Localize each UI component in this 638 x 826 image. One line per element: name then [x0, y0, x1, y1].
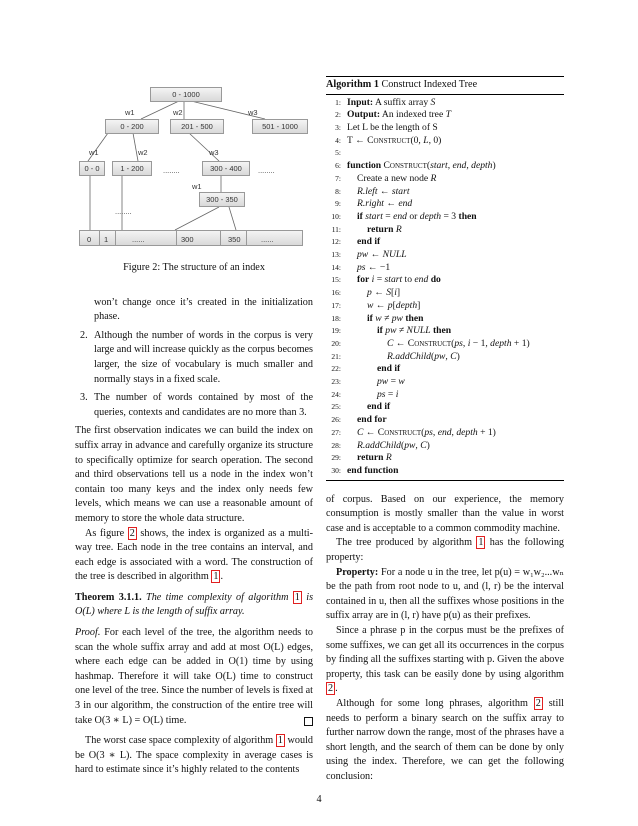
observation-list — [75, 296, 313, 421]
algorithm-lines — [326, 95, 564, 478]
algorithm-code: Let L be the length of S — [347, 122, 438, 133]
list-item-text: The number of words contained by most of the queries, contexts and candidates are no more than 3. — [94, 392, 313, 418]
tree-node: 300 - 400 — [202, 161, 250, 176]
index-tree-figure — [75, 80, 313, 255]
algorithm-code: R.right ← end — [357, 198, 413, 210]
line-number: 30: — [331, 465, 341, 475]
line-number: 12: — [331, 237, 341, 247]
line-number: 4: — [335, 135, 341, 145]
algorithm-line — [326, 198, 564, 211]
line-number: 3: — [335, 123, 341, 132]
property: Property: For a node u in the tree, let p(u) = w₁w₂...wₙ be the path from root node to u, and (l, r) be the interval contained in u, then all the suffixes whose positions in the suffix array are in (l, r) have p(u) as their prefixes. — [326, 566, 564, 622]
algorithm-code: function Construct(start, end, depth) — [347, 160, 496, 172]
theorem: Theorem 3.1.1. The time complexity of algorithm 1 is O(L) where L is the length of suffix array. — [75, 591, 314, 618]
edge-label: w1 — [89, 148, 99, 157]
list-item — [75, 296, 313, 325]
tree-node: 0 - 200 — [105, 119, 159, 134]
line-number: 8: — [335, 186, 341, 196]
paragraph: of corpus. Based on our experience, the memory consumption is mostly smaller than the value in worst case and is acceptable to a common commodity machine. — [326, 493, 564, 534]
algorithm-line — [326, 287, 564, 300]
tree-edges — [75, 80, 313, 255]
algorithm-code: C ← Construct(ps, end, depth + 1) — [357, 426, 496, 438]
algorithm-line — [326, 465, 564, 478]
algorithm-code: end function — [347, 464, 399, 476]
figure-caption: Figure 2: The structure of an index — [123, 262, 265, 273]
algorithm-line — [326, 389, 564, 402]
algorithm-line — [326, 224, 564, 237]
algorithm-line — [326, 97, 564, 110]
algorithm-code: end if — [357, 236, 381, 248]
line-number: 7: — [335, 173, 341, 183]
algorithm-ref-link[interactable]: 1 — [478, 537, 484, 549]
algorithm-code: pw = w — [377, 376, 405, 388]
algorithm-ref-link[interactable]: 2 — [535, 698, 541, 709]
paragraph: Since a phrase p in the corpus must be the prefixes of some suffixes, we can get all its occurrences in the corpus by finding all the suffixes starting with p. Given the above property, this task can be easily done by using algorithm 2 . — [326, 625, 564, 695]
algorithm-line — [326, 249, 564, 262]
tree-node: 1 - 200 — [112, 161, 152, 176]
algorithm-code: C ← Construct(ps, i − 1, depth + 1) — [387, 337, 530, 349]
paragraph: Although for some long phrases, algorithm 2 still needs to perform a binary search on the suffix array to further narrow down the range, most of the phrases have a short length, and the search of them can be done by only using the index. Therefore, we can get the following conclusion: — [326, 698, 564, 782]
line-number: 17: — [331, 300, 341, 310]
algorithm-code: end if — [367, 401, 391, 413]
line-number: 21: — [331, 351, 341, 361]
line-number: 5: — [335, 148, 341, 158]
paragraph: The worst case space complexity of algorithm 1 would be O(3 ∗ L). The space complexity in average cases is hard to estimate since it’s highly related to the contents — [75, 735, 313, 776]
algorithm-line — [326, 313, 564, 326]
list-number: 2. — [80, 329, 88, 341]
algorithm-ref-link[interactable]: 1 — [277, 735, 283, 747]
line-number: 14: — [331, 262, 341, 272]
line-number: 6: — [335, 161, 341, 171]
paragraph: As figure 2 shows, the index is organized as a multi-way tree. Each node in the tree contains an interval, and each edge is associated with a word. The construction of the tree is described in algorithm 1 . — [75, 527, 313, 583]
line-number: 25: — [331, 402, 341, 412]
algorithm-line — [326, 427, 564, 440]
tree-node: 0 - 0 — [79, 161, 105, 176]
line-number: 22: — [331, 364, 341, 374]
list-item — [75, 329, 313, 387]
algorithm-line — [326, 262, 564, 275]
algorithm-line — [326, 351, 564, 364]
edge-label: w1 — [125, 108, 135, 117]
line-number: 18: — [331, 313, 341, 323]
algorithm-line — [326, 338, 564, 351]
algorithm-code — [347, 147, 349, 158]
algorithm-code: R.left ← start — [357, 185, 410, 197]
edge-label: w2 — [173, 108, 183, 117]
paragraph: The first observation indicates we can build the index on suffix array in advance and carefully organize its structure to specifically optimize for search operation. The second and third observations tell us a node in the index won’t contain too many keys and the index only needs few levels, which means we can use a reasonable amount of memory to store the whole data structure. — [75, 425, 313, 524]
array-cell: 300 — [181, 235, 194, 244]
algorithm-line — [326, 376, 564, 389]
algorithm-line — [326, 160, 564, 173]
line-number: 1: — [335, 97, 341, 107]
ellipsis-dots: ........ — [258, 166, 275, 175]
algorithm-code: ps = i — [377, 388, 399, 400]
line-number: 16: — [331, 288, 341, 298]
algorithm-line — [326, 452, 564, 465]
algorithm-line — [326, 109, 564, 122]
algorithm-code: p ← S[i] — [367, 287, 401, 299]
line-number: 15: — [331, 275, 341, 285]
array-cell: ...... — [261, 235, 274, 244]
array-cell: ...... — [132, 235, 145, 244]
algorithm-line — [326, 414, 564, 427]
array-cell: 0 — [87, 235, 92, 244]
proof: Proof. For each level of the tree, the algorithm needs to scan the whole suffix array and add at most O(L) edges, where each edge can be added in O(1) time by using hashmap. Therefore it will take O(L) time to construct one level of the tree. Since the number of levels is fixed at 3 in our algorithm, the construction of the entire tree will take O(3 ∗ L) = O(L) time. — [75, 627, 314, 726]
right-column — [326, 76, 564, 785]
algorithm-line — [326, 401, 564, 414]
array-cell: 1 — [104, 235, 109, 244]
line-number: 26: — [331, 415, 341, 425]
algorithm-line — [326, 135, 564, 148]
algorithm-line — [326, 363, 564, 376]
algorithm-code: R.addChild(pw, C) — [387, 350, 460, 362]
algorithm-code: for i = start to end do — [357, 274, 441, 286]
line-number: 20: — [331, 338, 341, 348]
tree-node: 300 - 350 — [199, 192, 245, 207]
edge-label: w3 — [209, 148, 219, 157]
algorithm-line — [326, 122, 564, 135]
algorithm-code: end if — [377, 363, 401, 375]
array-cell: 350 — [228, 235, 241, 244]
algorithm-code: ps ← −1 — [357, 261, 391, 273]
left-column — [75, 80, 313, 778]
edge-label: w3 — [248, 108, 258, 117]
algorithm-block — [326, 76, 564, 481]
algorithm-line — [326, 300, 564, 313]
algorithm-line — [326, 211, 564, 224]
page-number: 4 — [316, 794, 322, 805]
edge-label: w2 — [138, 148, 148, 157]
tree-node: 201 - 500 — [170, 119, 224, 134]
line-number: 29: — [331, 453, 341, 463]
line-number: 11: — [331, 224, 341, 234]
line-number: 13: — [331, 250, 341, 260]
algorithm-line — [326, 186, 564, 199]
line-number: 28: — [331, 440, 341, 450]
algorithm-code: T ← Construct(0, L, 0) — [347, 134, 442, 146]
list-item — [75, 391, 313, 420]
list-item-text: Although the number of words in the corpus is very large and will increase quickly as the corpus becomes larger, the size of vocabulary is much smaller and normally stays in a fixed scale. — [94, 329, 313, 385]
algorithm-code: Create a new node R — [357, 172, 437, 184]
qed-box-icon — [304, 717, 313, 726]
line-number: 2: — [335, 110, 341, 120]
algorithm-line — [326, 236, 564, 249]
algorithm-code: if start = end or depth = 3 then — [357, 210, 477, 222]
algorithm-line — [326, 325, 564, 338]
algorithm-ref-link[interactable]: 2 — [328, 683, 334, 695]
algorithm-title: Algorithm 1 Construct Indexed Tree — [326, 77, 564, 95]
algorithm-code: return R — [357, 452, 392, 464]
algorithm-line — [326, 440, 564, 453]
algorithm-code: if pw ≠ NULL then — [377, 325, 452, 337]
algorithm-line — [326, 173, 564, 186]
algorithm-code: if w ≠ pw then — [367, 312, 424, 324]
list-number: 3. — [80, 392, 88, 404]
list-item-text: won’t change once it’s created in the initialization phase. — [94, 296, 313, 323]
algorithm-code: R.addChild(pw, C) — [357, 439, 430, 451]
paragraph: The tree produced by algorithm 1 has the following property: — [326, 537, 565, 564]
figure-ref-link[interactable]: 2 — [129, 527, 135, 539]
algorithm-code: pw ← NULL — [357, 249, 407, 261]
algorithm-code: Input: A suffix array S — [347, 96, 436, 108]
tree-node-root: 0 - 1000 — [150, 87, 222, 102]
line-number: 19: — [331, 326, 341, 336]
line-number: 27: — [331, 427, 341, 437]
ellipsis-dots: ........ — [163, 166, 180, 175]
algorithm-line — [326, 274, 564, 287]
algorithm-code: end for — [357, 414, 387, 426]
suffix-array-bar — [79, 230, 303, 246]
algorithm-ref-link[interactable]: 1 — [294, 591, 300, 603]
line-number: 24: — [331, 389, 341, 399]
line-number: 9: — [335, 199, 341, 209]
edge-label: w1 — [192, 182, 202, 191]
algorithm-line — [326, 147, 564, 160]
line-number: 23: — [331, 377, 341, 387]
algorithm-code: w ← p[depth] — [367, 299, 421, 311]
tree-node: 501 - 1000 — [252, 119, 308, 134]
ellipsis-dots: ........ — [115, 207, 132, 216]
algorithm-code: Output: An indexed tree T — [347, 109, 451, 121]
line-number: 10: — [331, 211, 341, 221]
algorithm-code: return R — [367, 223, 402, 235]
algorithm-ref-link[interactable]: 1 — [213, 571, 219, 583]
